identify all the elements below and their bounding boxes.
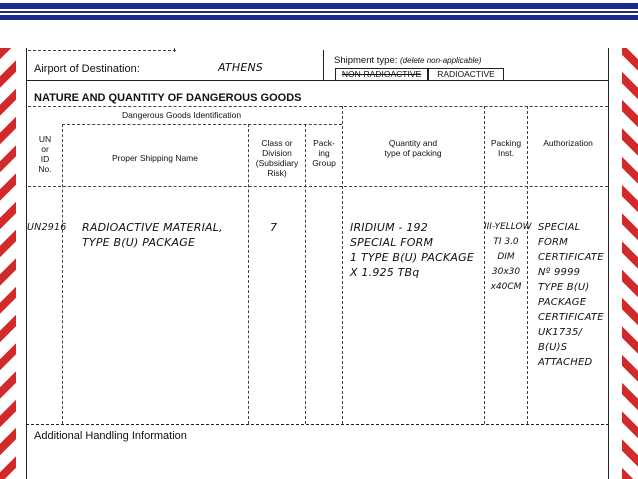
form-right-border — [608, 48, 609, 479]
col-divider-1 — [62, 124, 63, 424]
cell-authorization-line-2: FORM — [538, 237, 568, 248]
dg-identification-underline — [62, 124, 342, 125]
cell-packing-inst-line-1: III-YELLOW — [484, 222, 532, 232]
cell-authorization-line-1: SPECIAL — [538, 222, 581, 233]
header-quantity — [344, 138, 482, 158]
header-un-no-line-4: No. — [38, 164, 52, 174]
header-class-line-3: (Subsidiary — [255, 158, 299, 168]
cell-packing-inst-line-3: DIM — [497, 252, 515, 262]
shipment-type-label — [334, 55, 481, 66]
destination-divider — [323, 50, 324, 80]
header-packing-group-line-1: Pack- — [313, 138, 335, 148]
destination-row-bottom — [26, 80, 609, 81]
cell-packing-inst-line-4: 30x30 — [491, 267, 521, 277]
col-divider-4 — [342, 106, 343, 424]
top-dashed-tick — [174, 48, 175, 52]
cell-packing-inst[interactable] — [484, 220, 532, 295]
col-divider-2 — [248, 124, 249, 424]
banner-stripe-thick — [0, 3, 638, 9]
cell-shipping-name[interactable] — [82, 220, 223, 250]
cell-quantity-line-2: SPECIAL FORM — [350, 236, 434, 249]
table-bottom-line — [26, 424, 609, 425]
form-left-border — [26, 48, 27, 479]
cell-authorization-line-6: PACKAGE — [538, 297, 587, 308]
shipment-option-non-radioactive[interactable]: NON-RADIOACTIVE — [335, 68, 428, 81]
shipment-type-text: Shipment type: — [334, 55, 398, 66]
header-un-no-line-3: ID — [40, 154, 50, 164]
cell-authorization[interactable] — [538, 220, 604, 370]
header-authorization: Authorization — [543, 138, 593, 148]
cell-shipping-name-line-2: TYPE B(U) PACKAGE — [82, 236, 196, 249]
top-dashed-line — [28, 50, 176, 51]
col-divider-3 — [305, 124, 306, 424]
header-bottom-line — [28, 186, 608, 187]
header-packing-inst-line-2: Inst. — [497, 148, 515, 158]
cell-packing-inst-line-2: TI 3.0 — [493, 237, 519, 247]
cell-authorization-line-3: CERTIFICATE — [538, 252, 604, 263]
header-packing-inst-line-1: Packing — [490, 138, 522, 148]
additional-handling-label: Additional Handling Information — [34, 430, 187, 442]
shipment-type-note: (delete non-applicable) — [400, 56, 482, 65]
cell-quantity[interactable] — [350, 220, 474, 280]
cell-authorization-line-5: TYPE B(U) — [538, 282, 590, 293]
section-title-divider — [28, 106, 608, 107]
header-un-no-line-1: UN — [38, 134, 52, 144]
header-class — [250, 138, 304, 178]
cell-authorization-line-10: ATTACHED — [538, 357, 593, 368]
dg-identification-label: Dangerous Goods Identification — [122, 110, 242, 120]
cell-packing-inst-line-5: x40CM — [490, 282, 522, 292]
cell-authorization-line-8: UK1735/ — [538, 327, 583, 338]
banner-stripe-thin — [0, 11, 638, 13]
dangerous-goods-form — [24, 48, 612, 479]
cell-authorization-line-9: B(U)S — [538, 342, 568, 353]
cell-authorization-line-4: Nº 9999 — [538, 267, 581, 278]
cell-quantity-line-1: IRIDIUM - 192 — [350, 221, 428, 234]
destination-label: Airport of Destination: — [34, 63, 140, 75]
left-border-stripes — [0, 48, 16, 479]
header-quantity-line-1: Quantity and — [388, 138, 438, 148]
cell-authorization-line-7: CERTIFICATE — [538, 312, 604, 323]
header-packing-group-line-2: ing — [318, 148, 330, 158]
header-class-line-2: Division — [262, 148, 292, 158]
cell-un-no[interactable]: UN2916 — [27, 222, 67, 233]
header-packing-group — [307, 138, 341, 168]
header-packing-inst — [486, 138, 526, 158]
header-shipping-name: Proper Shipping Name — [112, 153, 198, 163]
header-class-line-1: Class or — [261, 138, 293, 148]
shipment-option-radioactive[interactable]: RADIOACTIVE — [428, 68, 504, 81]
cell-class[interactable]: 7 — [270, 221, 278, 234]
header-un-no — [30, 134, 60, 174]
header-un-no-line-2: or — [41, 144, 49, 154]
destination-value[interactable]: ATHENS — [218, 61, 264, 74]
header-packing-group-line-3: Group — [312, 158, 336, 168]
banner-stripe-lower — [0, 15, 638, 20]
header-quantity-line-2: type of packing — [384, 148, 442, 158]
header-class-line-4: Risk) — [267, 168, 287, 178]
top-banner — [0, 0, 638, 24]
cell-shipping-name-line-1: RADIOACTIVE MATERIAL, — [82, 221, 223, 234]
cell-quantity-line-4: X 1.925 TBq — [350, 266, 420, 279]
cell-quantity-line-3: 1 TYPE B(U) PACKAGE — [350, 251, 474, 264]
section-title: NATURE AND QUANTITY OF DANGEROUS GOODS — [34, 92, 302, 104]
right-border-stripes — [622, 48, 638, 479]
